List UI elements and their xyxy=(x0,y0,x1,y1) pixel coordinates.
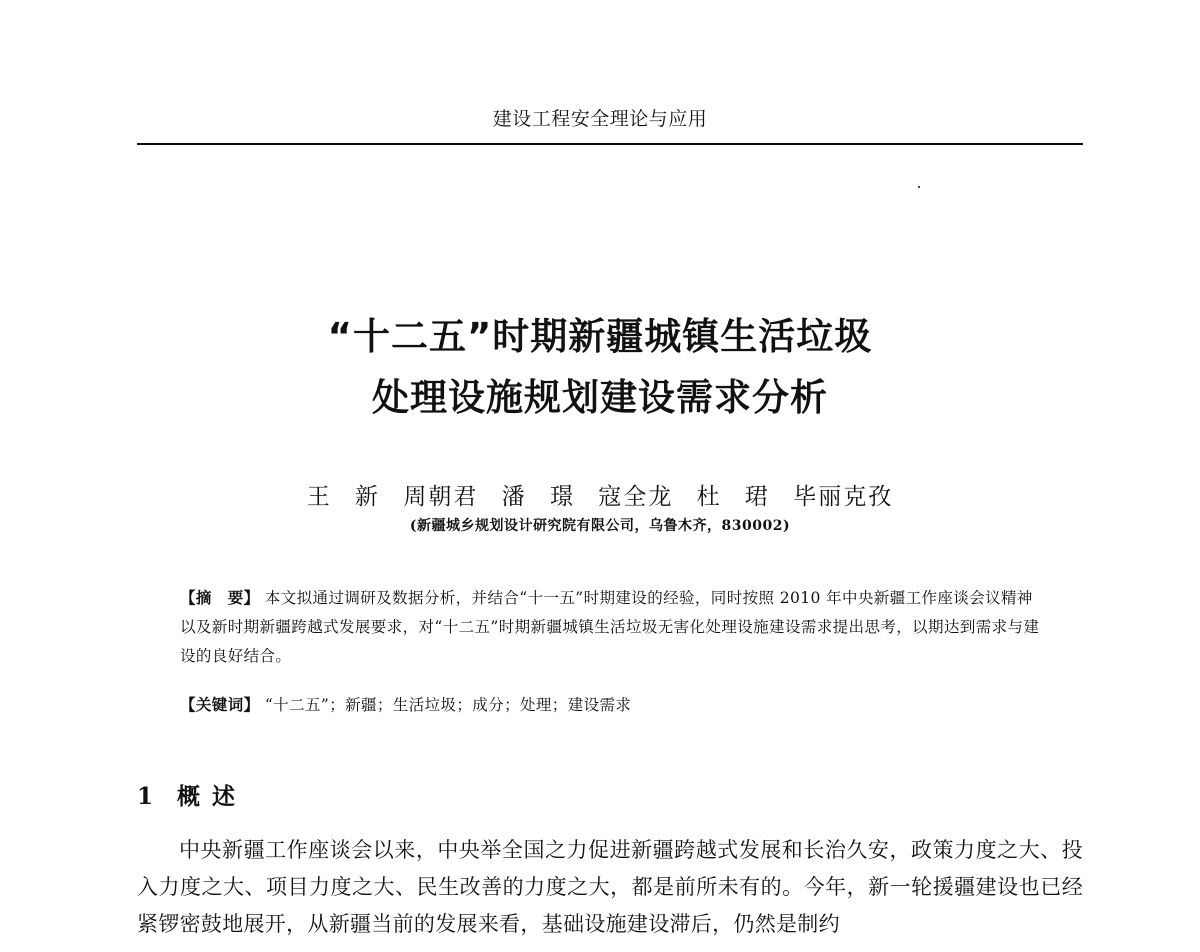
affiliation: (新疆城乡规划设计研究院有限公司，乌鲁木齐，830002) xyxy=(409,518,791,534)
keywords-label: 【关键词】 xyxy=(180,695,260,714)
body-paragraph-1: 中央新疆工作座谈会以来，中央举全国之力促进新疆跨越式发展和长治久安，政策力度之大、投入力度之大、项目力度之大、民生改善的力度之大，都是前所未有的。今年，新一轮援疆建设也已经紧锣密鼓地展开，从新疆当前的发展来看，基础设施建设滞后，仍然是制约 xyxy=(137,838,1083,936)
abstract xyxy=(180,583,1040,671)
body-text xyxy=(137,832,1083,943)
author-list: 王 新 周朝君 潘 璟 寇全龙 杜 珺 毕丽克孜 xyxy=(306,484,894,510)
header-rule xyxy=(137,143,1083,145)
keywords-text: “十二五”；新疆；生活垃圾；成分；处理；建设需求 xyxy=(264,696,632,714)
section-number: 1 xyxy=(137,783,156,810)
abstract-text: 本文拟通过调研及数据分析，并结合“十一五”时期建设的经验，同时按照 2010 年中央新疆工作座谈会议精神以及新时期新疆跨越式发展要求，对“十二五”时期新疆城镇生活垃圾无害化处理设施建设需求提出思考，以期达到需求与建设的良好结合。 xyxy=(180,589,1040,665)
section-title: 概述 xyxy=(177,783,248,810)
paper-title-line-1: “十二五”时期新疆城镇生活垃圾 xyxy=(327,315,873,358)
section-heading xyxy=(137,778,247,811)
running-header: 建设工程安全理论与应用 xyxy=(492,108,708,130)
keywords xyxy=(180,690,1040,720)
paper-title-line-2: 处理设施规划建设需求分析 xyxy=(372,376,828,419)
abstract-paragraph xyxy=(180,583,1040,671)
abstract-label: 【摘 要】 xyxy=(180,588,260,607)
scan-speck xyxy=(918,186,920,188)
